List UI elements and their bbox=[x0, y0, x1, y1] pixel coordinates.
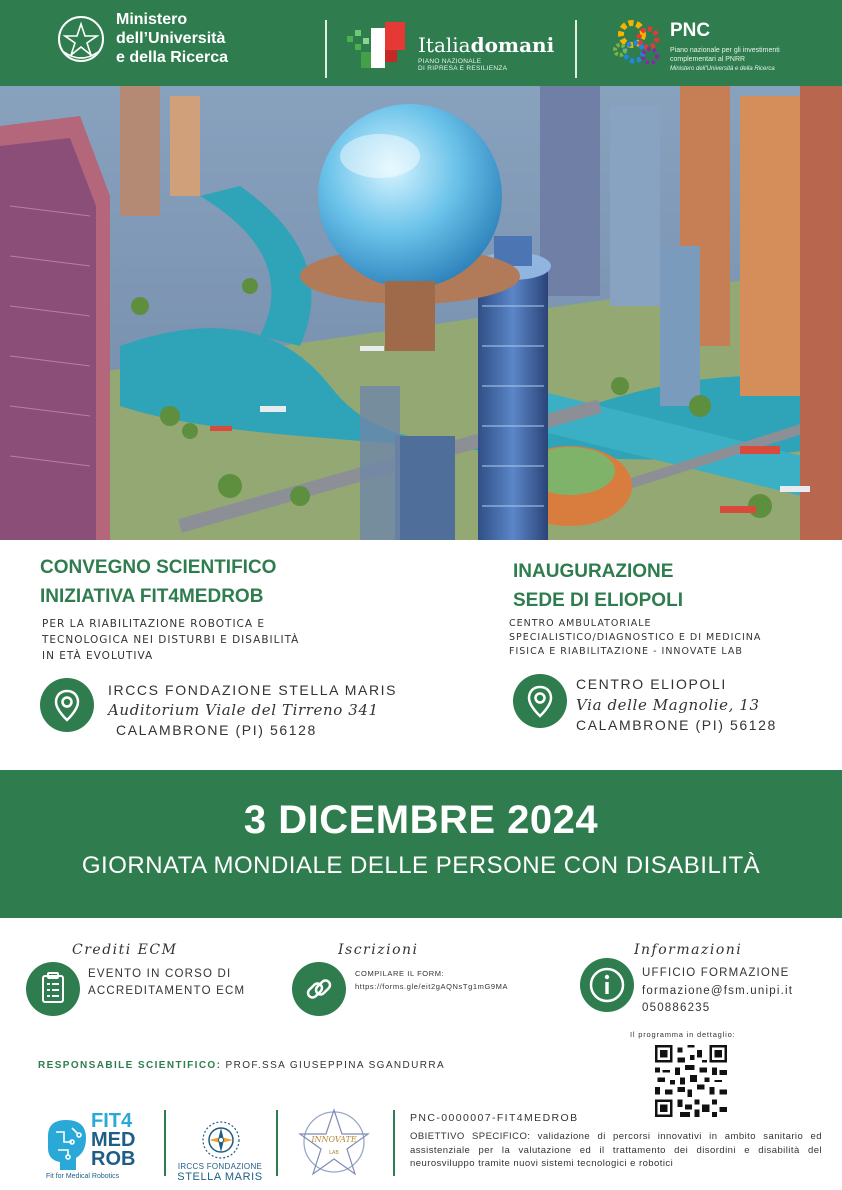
ministry-name: Ministero dell’Università e della Ricerca bbox=[116, 11, 229, 66]
footer-divider bbox=[393, 1110, 395, 1176]
iscrizioni-heading: Iscrizioni bbox=[338, 942, 419, 958]
italia-domani-subtitle: PIANO NAZIONALE DI RIPRESA E RESILIENZA bbox=[418, 58, 508, 72]
italia-domani-logo-icon bbox=[345, 16, 409, 74]
footer-divider bbox=[276, 1110, 278, 1176]
svg-text:LAB: LAB bbox=[329, 1150, 339, 1156]
innovate-lab-logo-icon bbox=[296, 1104, 372, 1180]
convegno-venue-city: CALAMBRONE (PI) 56128 bbox=[116, 722, 317, 738]
qr-caption: Il programma in dettaglio: bbox=[630, 1030, 736, 1039]
fit4medrob-wordmark: FIT4 MED ROB bbox=[91, 1110, 136, 1170]
header-divider bbox=[575, 20, 577, 78]
header-band bbox=[0, 0, 842, 86]
program-qr-code[interactable] bbox=[655, 1045, 727, 1117]
scientific-lead: RESPONSABILE SCIENTIFICO: PROF.SSA GIUSEPPINA SGANDURRA bbox=[38, 1060, 446, 1071]
crediti-heading: Crediti ECM bbox=[72, 942, 178, 958]
svg-text:INNOVATE: INNOVATE bbox=[311, 1135, 357, 1144]
iscrizioni-label: COMPILARE IL FORM: bbox=[355, 969, 445, 978]
italian-republic-emblem-icon bbox=[56, 12, 106, 66]
crediti-text: EVENTO IN CORSO DI ACCREDITAMENTO ECM bbox=[88, 968, 246, 997]
date-band bbox=[0, 770, 842, 918]
event-occasion: GIORNATA MONDIALE DELLE PERSONE CON DISABILITÀ bbox=[81, 852, 761, 879]
convegno-venue-street: Auditorium Viale del Tirreno 341 bbox=[108, 701, 379, 719]
hero-city-illustration bbox=[0, 86, 842, 540]
pnc-ministry-line: Ministero dell’Università e della Ricerca bbox=[670, 66, 775, 72]
event-date: 3 DICEMBRE 2024 bbox=[243, 798, 599, 842]
pnc-gears-logo-icon bbox=[612, 14, 666, 68]
convegno-venue-name: IRCCS FONDAZIONE STELLA MARIS bbox=[108, 682, 398, 698]
inaugurazione-venue-street: Via delle Magnolie, 13 bbox=[576, 696, 760, 714]
inaugurazione-venue-name: CENTRO ELIOPOLI bbox=[576, 676, 727, 692]
informazioni-heading: Informazioni bbox=[634, 942, 743, 958]
clipboard-checklist-icon bbox=[26, 962, 80, 1016]
inaugurazione-title: INAUGURAZIONE SEDE DI ELIOPOLI bbox=[513, 561, 683, 611]
project-code: PNC-0000007-FIT4MEDROB bbox=[410, 1112, 579, 1124]
location-pin-icon bbox=[40, 678, 94, 732]
project-objective: OBIETTIVO SPECIFICO: validazione di percorsi innovativi in ambito sanitario ed assistenziale per la valutazione ed il trattamento dei disordini e disabilità del neurosviluppo tramite nuovi sistemi tecnologici e robotici bbox=[410, 1131, 822, 1169]
inaugurazione-venue-city: CALAMBRONE (PI) 56128 bbox=[576, 717, 777, 733]
italia-domani-wordmark: Italiadomani bbox=[418, 33, 555, 57]
convegno-description: PER LA RIABILITAZIONE ROBOTICA E TECNOLOGICA NEI DISTURBI E DISABILITÀ IN ETÀ EVOLUTIVA bbox=[42, 618, 300, 662]
link-icon bbox=[292, 962, 346, 1016]
contact-email[interactable]: formazione@fsm.unipi.it bbox=[642, 985, 794, 997]
header-divider bbox=[325, 20, 327, 78]
stella-maris-name: STELLA MARIS bbox=[177, 1171, 263, 1183]
stella-maris-name-top: IRCCS FONDAZIONE bbox=[177, 1162, 263, 1171]
registration-form-link[interactable]: https://forms.gle/eit2gAQNsTg1mG9MA bbox=[355, 982, 509, 991]
pnc-subtitle: Piano nazionale per gli investimenti complementari al PNRR bbox=[670, 47, 780, 63]
inaugurazione-description: CENTRO AMBULATORIALE SPECIALISTICO/DIAGNOSTICO E DI MEDICINA FISICA E RIABILITAZIONE - INNOVATE LAB bbox=[509, 618, 762, 657]
pnc-title: PNC bbox=[670, 20, 711, 41]
convegno-title: CONVEGNO SCIENTIFICO INIZIATIVA FIT4MEDROB bbox=[40, 557, 277, 607]
location-pin-icon bbox=[513, 674, 567, 728]
informazioni-office: UFFICIO FORMAZIONE bbox=[642, 967, 790, 979]
contact-phone: 050886235 bbox=[642, 1002, 711, 1014]
footer-divider bbox=[164, 1110, 166, 1176]
fit4medrob-tagline: Fit for Medical Robotics bbox=[46, 1173, 120, 1180]
info-icon bbox=[580, 958, 634, 1012]
